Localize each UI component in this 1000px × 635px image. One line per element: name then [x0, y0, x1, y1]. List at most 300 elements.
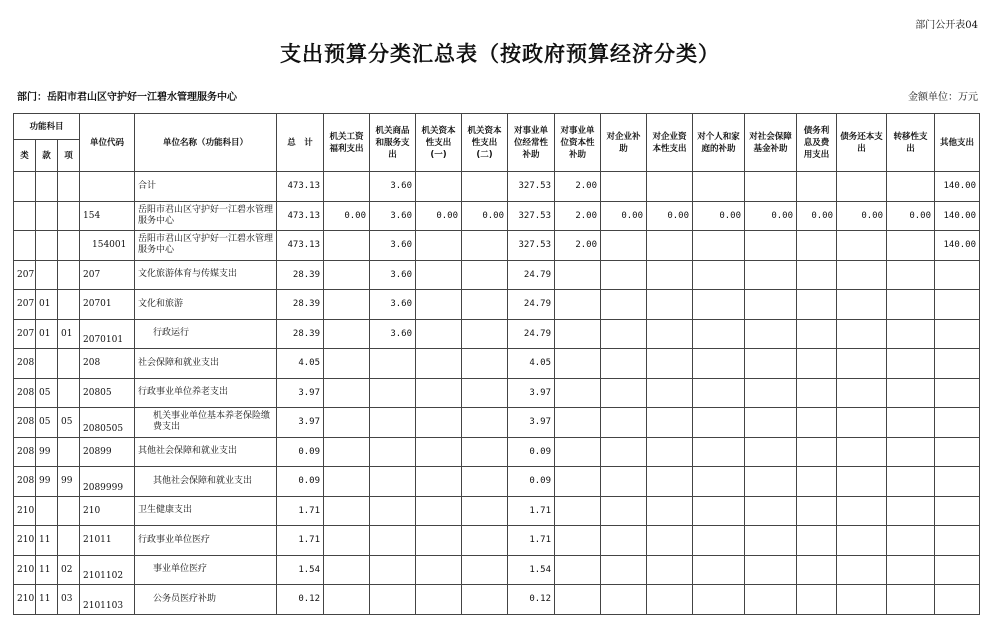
table-row [14, 555, 980, 585]
cell-amount: 327.53 [508, 201, 555, 231]
cell-unit-name: 事业单位医疗 [135, 555, 277, 585]
cell-kuan [36, 349, 58, 379]
cell-total: 3.97 [277, 408, 324, 438]
cell-amount [462, 231, 508, 261]
table-row [14, 496, 980, 526]
cell-amount [887, 496, 935, 526]
cell-amount [601, 467, 647, 497]
cell-amount [837, 408, 887, 438]
cell-amount [416, 496, 462, 526]
cell-amount: 140.00 [935, 231, 980, 261]
table-row [14, 260, 980, 290]
cell-amount [370, 555, 416, 585]
cell-amount [555, 349, 601, 379]
cell-amount: 24.79 [508, 319, 555, 349]
cell-amount: 2.00 [555, 172, 601, 202]
cell-unit-code: 20805 [80, 378, 135, 408]
cell-total: 28.39 [277, 260, 324, 290]
cell-lei: 210 [14, 496, 36, 526]
table-row [14, 408, 980, 438]
cell-amount: 0.00 [693, 201, 745, 231]
cell-amount [693, 319, 745, 349]
header-col: 对事业单位经常性补助 [508, 114, 555, 172]
cell-total: 1.71 [277, 496, 324, 526]
cell-amount: 3.97 [508, 408, 555, 438]
cell-amount [745, 585, 797, 615]
header-col: 机关资本性支出(一) [416, 114, 462, 172]
cell-amount [555, 319, 601, 349]
cell-amount: 3.60 [370, 319, 416, 349]
cell-amount [370, 526, 416, 556]
cell-amount [935, 496, 980, 526]
cell-amount [693, 496, 745, 526]
cell-kuan: 11 [36, 585, 58, 615]
form-number: 部门公开表04 [915, 20, 978, 31]
cell-amount [416, 172, 462, 202]
cell-lei: 210 [14, 555, 36, 585]
cell-amount [324, 290, 370, 320]
cell-amount [887, 555, 935, 585]
cell-amount: 0.00 [837, 201, 887, 231]
header-col: 债务利息及费用支出 [797, 114, 837, 172]
cell-amount [416, 319, 462, 349]
table-row [14, 585, 980, 615]
cell-amount [935, 437, 980, 467]
cell-kuan: 01 [36, 290, 58, 320]
header-col: 债务还本支出 [837, 114, 887, 172]
header-col: 机关工资福利支出 [324, 114, 370, 172]
cell-unit-name: 行政事业单位养老支出 [135, 378, 277, 408]
cell-unit-code: 154 [80, 201, 135, 231]
cell-kuan: 05 [36, 378, 58, 408]
cell-amount [647, 526, 693, 556]
cell-amount: 0.00 [797, 201, 837, 231]
cell-lei [14, 201, 36, 231]
cell-unit-name: 文化旅游体育与传媒支出 [135, 260, 277, 290]
cell-amount [745, 467, 797, 497]
cell-amount [693, 172, 745, 202]
cell-amount [647, 496, 693, 526]
cell-amount [797, 319, 837, 349]
cell-amount: 0.00 [462, 201, 508, 231]
cell-unit-code: 154001 [80, 231, 135, 261]
table-row [14, 290, 980, 320]
header-col: 转移性支出 [887, 114, 935, 172]
cell-amount [601, 231, 647, 261]
cell-amount [745, 260, 797, 290]
cell-amount [647, 585, 693, 615]
cell-amount [324, 260, 370, 290]
cell-amount [935, 349, 980, 379]
cell-amount: 3.60 [370, 201, 416, 231]
cell-amount: 1.71 [508, 526, 555, 556]
cell-amount [693, 349, 745, 379]
cell-xiang [58, 378, 80, 408]
cell-amount [462, 467, 508, 497]
cell-amount [935, 378, 980, 408]
cell-xiang: 99 [58, 467, 80, 497]
cell-amount [745, 496, 797, 526]
cell-lei: 207 [14, 260, 36, 290]
cell-amount [935, 260, 980, 290]
cell-total: 4.05 [277, 349, 324, 379]
header-col: 对个人和家庭的补助 [693, 114, 745, 172]
table-row [14, 378, 980, 408]
table-row [14, 437, 980, 467]
cell-amount: 0.09 [508, 467, 555, 497]
cell-unit-code: 208 [80, 349, 135, 379]
cell-kuan: 99 [36, 467, 58, 497]
cell-amount: 0.00 [647, 201, 693, 231]
cell-unit-code: 210 [80, 496, 135, 526]
cell-amount [647, 408, 693, 438]
cell-unit-name: 行政运行 [135, 319, 277, 349]
cell-xiang [58, 231, 80, 261]
cell-amount [647, 378, 693, 408]
cell-amount [887, 172, 935, 202]
cell-unit-code: 20899 [80, 437, 135, 467]
cell-total: 473.13 [277, 172, 324, 202]
cell-amount: 327.53 [508, 231, 555, 261]
cell-amount: 3.60 [370, 231, 416, 261]
cell-amount [324, 231, 370, 261]
cell-lei [14, 231, 36, 261]
cell-xiang: 05 [58, 408, 80, 438]
header-col: 对事业单位资本性补助 [555, 114, 601, 172]
cell-amount [324, 526, 370, 556]
cell-amount [647, 260, 693, 290]
cell-amount [887, 231, 935, 261]
cell-amount [370, 585, 416, 615]
cell-unit-code: 2080505 [80, 408, 135, 438]
cell-unit-name: 其他社会保障和就业支出 [135, 467, 277, 497]
cell-amount [745, 437, 797, 467]
table-row [14, 231, 980, 261]
budget-table [13, 113, 980, 615]
cell-amount [555, 290, 601, 320]
cell-amount [462, 526, 508, 556]
cell-total: 28.39 [277, 319, 324, 349]
cell-amount [555, 526, 601, 556]
cell-amount [935, 290, 980, 320]
cell-amount [935, 408, 980, 438]
cell-amount: 0.00 [324, 201, 370, 231]
cell-amount [837, 319, 887, 349]
cell-amount [416, 555, 462, 585]
cell-amount [887, 585, 935, 615]
cell-xiang [58, 201, 80, 231]
cell-amount [797, 585, 837, 615]
cell-amount [745, 319, 797, 349]
cell-unit-name: 机关事业单位基本养老保险缴费支出 [135, 408, 277, 438]
cell-amount [837, 231, 887, 261]
cell-amount: 327.53 [508, 172, 555, 202]
cell-amount [745, 231, 797, 261]
cell-lei: 208 [14, 408, 36, 438]
cell-amount [887, 526, 935, 556]
cell-amount [837, 260, 887, 290]
cell-amount [416, 526, 462, 556]
cell-total: 473.13 [277, 231, 324, 261]
cell-amount: 0.12 [508, 585, 555, 615]
cell-amount [555, 555, 601, 585]
cell-amount [601, 172, 647, 202]
header-col: 其他支出 [935, 114, 980, 172]
cell-unit-name: 卫生健康支出 [135, 496, 277, 526]
cell-xiang [58, 496, 80, 526]
cell-amount [601, 378, 647, 408]
cell-amount: 3.60 [370, 290, 416, 320]
cell-amount: 140.00 [935, 172, 980, 202]
cell-amount [693, 231, 745, 261]
cell-amount [370, 408, 416, 438]
cell-xiang [58, 290, 80, 320]
cell-amount [601, 290, 647, 320]
header-kuan: 款 [36, 140, 58, 172]
cell-total: 1.71 [277, 526, 324, 556]
cell-amount [324, 496, 370, 526]
cell-amount [416, 349, 462, 379]
cell-amount [462, 437, 508, 467]
cell-amount [416, 378, 462, 408]
cell-amount [555, 437, 601, 467]
cell-amount [693, 378, 745, 408]
cell-amount [416, 437, 462, 467]
cell-amount [693, 467, 745, 497]
cell-unit-name: 合计 [135, 172, 277, 202]
header-col: 机关资本性支出(二) [462, 114, 508, 172]
cell-xiang: 03 [58, 585, 80, 615]
cell-unit-name: 岳阳市君山区守护好一江碧水管理服务中心 [135, 201, 277, 231]
cell-amount [416, 260, 462, 290]
cell-amount [797, 260, 837, 290]
cell-unit-code: 2089999 [80, 467, 135, 497]
cell-amount [887, 467, 935, 497]
table-row [14, 172, 980, 202]
cell-amount [370, 437, 416, 467]
cell-amount [797, 555, 837, 585]
cell-amount [416, 231, 462, 261]
cell-amount [745, 378, 797, 408]
cell-amount [370, 378, 416, 408]
cell-kuan: 11 [36, 555, 58, 585]
cell-amount [693, 585, 745, 615]
cell-amount [462, 172, 508, 202]
cell-amount [693, 437, 745, 467]
cell-amount [416, 467, 462, 497]
cell-amount [797, 467, 837, 497]
cell-amount: 2.00 [555, 231, 601, 261]
cell-xiang: 01 [58, 319, 80, 349]
cell-amount: 3.60 [370, 260, 416, 290]
cell-amount [601, 349, 647, 379]
cell-amount: 140.00 [935, 201, 980, 231]
cell-unit-name: 其他社会保障和就业支出 [135, 437, 277, 467]
cell-amount [797, 378, 837, 408]
cell-amount [837, 290, 887, 320]
cell-amount [324, 378, 370, 408]
cell-amount [416, 290, 462, 320]
cell-amount [745, 555, 797, 585]
cell-unit-name: 公务员医疗补助 [135, 585, 277, 615]
cell-unit-code: 2070101 [80, 319, 135, 349]
header-col: 对社会保障基金补助 [745, 114, 797, 172]
cell-kuan [36, 201, 58, 231]
cell-kuan [36, 231, 58, 261]
cell-amount: 1.54 [508, 555, 555, 585]
cell-lei: 210 [14, 526, 36, 556]
cell-amount: 24.79 [508, 290, 555, 320]
department-label: 部门：岳阳市君山区守护好一江碧水管理服务中心 [17, 92, 237, 103]
cell-amount: 3.60 [370, 172, 416, 202]
cell-amount [601, 408, 647, 438]
cell-amount [601, 555, 647, 585]
cell-total: 3.97 [277, 378, 324, 408]
cell-kuan: 11 [36, 526, 58, 556]
cell-kuan [36, 172, 58, 202]
cell-amount: 0.00 [416, 201, 462, 231]
header-unit-name: 单位名称（功能科目） [135, 114, 277, 172]
header-col: 对企业资本性支出 [647, 114, 693, 172]
cell-amount [935, 585, 980, 615]
cell-unit-code: 21011 [80, 526, 135, 556]
cell-total: 1.54 [277, 555, 324, 585]
cell-amount: 0.00 [601, 201, 647, 231]
table-row [14, 526, 980, 556]
cell-total: 0.09 [277, 467, 324, 497]
cell-amount [837, 172, 887, 202]
cell-total: 473.13 [277, 201, 324, 231]
cell-kuan [36, 260, 58, 290]
cell-amount [935, 467, 980, 497]
table-row [14, 349, 980, 379]
cell-amount [837, 437, 887, 467]
cell-amount [601, 526, 647, 556]
cell-amount: 24.79 [508, 260, 555, 290]
cell-amount [555, 585, 601, 615]
cell-unit-code: 20701 [80, 290, 135, 320]
cell-amount [555, 260, 601, 290]
cell-amount [797, 408, 837, 438]
cell-amount [462, 260, 508, 290]
cell-amount [837, 349, 887, 379]
cell-lei: 208 [14, 378, 36, 408]
cell-amount [324, 555, 370, 585]
cell-amount [797, 526, 837, 556]
cell-unit-code: 2101103 [80, 585, 135, 615]
cell-amount [601, 260, 647, 290]
cell-kuan [36, 496, 58, 526]
cell-amount [462, 408, 508, 438]
cell-amount [462, 555, 508, 585]
cell-amount [745, 526, 797, 556]
cell-amount [837, 585, 887, 615]
cell-amount [935, 526, 980, 556]
page-title: 支出预算分类汇总表（按政府预算经济分类） [280, 41, 720, 66]
cell-amount [797, 437, 837, 467]
cell-xiang [58, 172, 80, 202]
header-unit-code: 单位代码 [80, 114, 135, 172]
cell-amount [601, 496, 647, 526]
cell-amount [693, 526, 745, 556]
cell-amount [887, 260, 935, 290]
cell-amount [324, 349, 370, 379]
cell-xiang: 02 [58, 555, 80, 585]
cell-lei: 207 [14, 290, 36, 320]
cell-lei: 208 [14, 349, 36, 379]
cell-amount [887, 349, 935, 379]
cell-amount [745, 408, 797, 438]
cell-lei: 210 [14, 585, 36, 615]
cell-amount [837, 378, 887, 408]
cell-amount [837, 555, 887, 585]
cell-amount [745, 349, 797, 379]
cell-xiang [58, 526, 80, 556]
cell-amount [797, 290, 837, 320]
cell-amount [324, 172, 370, 202]
cell-amount [462, 378, 508, 408]
cell-amount [462, 585, 508, 615]
cell-amount [647, 231, 693, 261]
cell-unit-name: 社会保障和就业支出 [135, 349, 277, 379]
amount-unit-label: 金额单位：万元 [908, 92, 978, 103]
cell-xiang [58, 349, 80, 379]
cell-lei: 207 [14, 319, 36, 349]
cell-amount [416, 585, 462, 615]
cell-amount [745, 290, 797, 320]
cell-amount [324, 319, 370, 349]
cell-kuan: 05 [36, 408, 58, 438]
cell-amount [887, 378, 935, 408]
header-xiang: 项 [58, 140, 80, 172]
header-col: 机关商品和服务支出 [370, 114, 416, 172]
cell-amount [324, 408, 370, 438]
cell-amount [647, 349, 693, 379]
cell-amount [601, 437, 647, 467]
cell-amount [935, 319, 980, 349]
cell-amount: 1.71 [508, 496, 555, 526]
cell-total: 0.12 [277, 585, 324, 615]
cell-amount [370, 349, 416, 379]
cell-unit-name: 行政事业单位医疗 [135, 526, 277, 556]
cell-amount [324, 467, 370, 497]
header-function-subject: 功能科目 [14, 114, 80, 140]
cell-total: 0.09 [277, 437, 324, 467]
cell-amount [647, 555, 693, 585]
cell-unit-name: 岳阳市君山区守护好一江碧水管理服务中心 [135, 231, 277, 261]
cell-amount [555, 467, 601, 497]
cell-amount [837, 496, 887, 526]
header-col: 对企业补助 [601, 114, 647, 172]
cell-amount [745, 172, 797, 202]
cell-amount [462, 319, 508, 349]
table-row [14, 319, 980, 349]
cell-amount [935, 555, 980, 585]
cell-amount: 3.97 [508, 378, 555, 408]
cell-amount [462, 496, 508, 526]
cell-amount [693, 260, 745, 290]
cell-kuan: 01 [36, 319, 58, 349]
cell-amount [370, 467, 416, 497]
cell-amount [555, 378, 601, 408]
cell-amount: 0.00 [745, 201, 797, 231]
cell-amount [555, 408, 601, 438]
cell-amount [555, 496, 601, 526]
cell-unit-code: 207 [80, 260, 135, 290]
cell-amount [416, 408, 462, 438]
header-lei: 类 [14, 140, 36, 172]
cell-amount [693, 408, 745, 438]
